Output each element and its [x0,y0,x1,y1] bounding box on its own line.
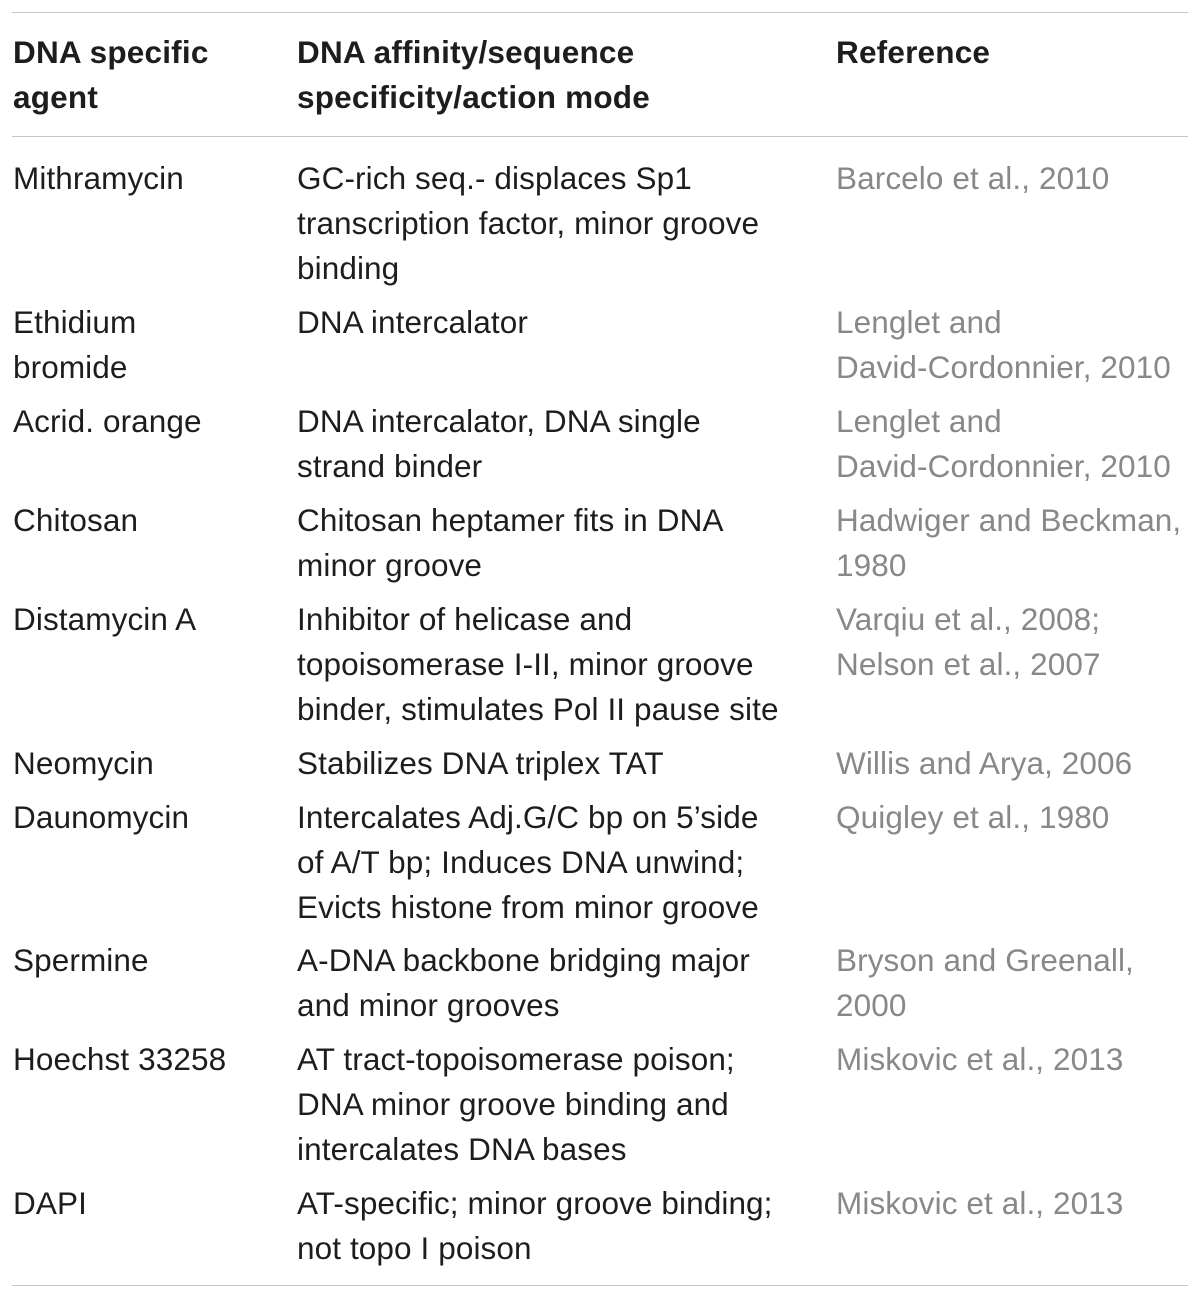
cell-line: Inhibitor of helicase and [297,601,633,637]
header-line: Reference [836,34,991,70]
header-mode [297,30,650,120]
cell-line: David-Cordonnier, 2010 [836,348,1171,385]
cell-agent [13,597,196,642]
cell-line: Quigley et al., 1980 [836,799,1110,835]
cell-line: DNA intercalator [297,304,528,340]
cell-line: Acrid. orange [13,403,202,439]
cell-line: binding [297,249,400,286]
cell-reference [836,938,1134,1028]
cell-agent [13,156,184,201]
cell-line: not topo I poison [297,1229,532,1266]
cell-line: transcription factor, minor groove [297,204,760,241]
cell-mode [297,498,724,588]
cell-line: David-Cordonnier, 2010 [836,447,1171,484]
cell-line: Hoechst 33258 [13,1041,227,1077]
cell-line: minor groove [297,546,483,583]
cell-line: A-DNA backbone bridging major [297,942,750,978]
header-agent [13,30,209,120]
cell-line: and minor grooves [297,986,560,1023]
cell-line: 1980 [836,546,907,583]
cell-line: Chitosan heptamer fits in DNA [297,502,724,538]
cell-mode [297,597,779,731]
table-bottom-rule [12,1285,1188,1286]
cell-reference [836,498,1181,588]
table-top-rule [12,12,1188,13]
cell-line: of A/T bp; Induces DNA unwind; [297,843,745,880]
cell-line: Bryson and Greenall, [836,942,1134,978]
cell-line: Ethidium [13,304,137,340]
cell-line: Spermine [13,942,149,978]
cell-line: Hadwiger and Beckman, [836,502,1182,538]
cell-reference [836,399,1171,489]
cell-line: Stabilizes DNA triplex TAT [297,745,664,781]
cell-mode [297,156,759,290]
cell-reference [836,156,1109,201]
cell-mode [297,1181,773,1271]
cell-line: topoisomerase I-II, minor groove [297,645,754,682]
cell-line: 2000 [836,986,907,1023]
cell-line: strand binder [297,447,483,484]
cell-agent [13,741,154,786]
cell-agent [13,1037,226,1082]
cell-agent [13,795,189,840]
cell-mode [297,741,664,786]
cell-line: Lenglet and [836,304,1002,340]
cell-mode [297,795,759,929]
cell-line: Varqiu et al., 2008; [836,601,1101,637]
cell-line: Barcelo et al., 2010 [836,160,1110,196]
cell-mode [297,938,750,1028]
cell-agent [13,1181,87,1226]
cell-line: DAPI [13,1185,87,1221]
cell-line: Miskovic et al., 2013 [836,1041,1124,1077]
cell-line: DNA minor groove binding and [297,1085,729,1122]
header-reference [836,30,990,75]
cell-mode [297,300,528,345]
cell-line: Mithramycin [13,160,184,196]
cell-agent [13,938,149,983]
cell-agent [13,300,136,390]
cell-agent [13,498,138,543]
cell-reference [836,795,1109,840]
cell-line: Lenglet and [836,403,1002,439]
header-line: specificity/action mode [297,78,650,115]
cell-line: Daunomycin [13,799,190,835]
cell-line: intercalates DNA bases [297,1130,627,1167]
cell-agent [13,399,202,444]
cell-line: GC-rich seq.- displaces Sp1 [297,160,692,196]
cell-line: Miskovic et al., 2013 [836,1185,1124,1221]
cell-mode [297,399,701,489]
cell-line: Distamycin A [13,601,197,637]
cell-line: Evicts histone from minor groove [297,888,759,925]
cell-reference [836,741,1132,786]
cell-reference [836,1037,1123,1082]
cell-line: AT tract-topoisomerase poison; [297,1041,735,1077]
cell-reference [836,300,1171,390]
header-line: DNA affinity/sequence [297,34,635,70]
cell-line: AT-specific; minor groove binding; [297,1185,773,1221]
cell-line: Nelson et al., 2007 [836,645,1101,682]
cell-line: binder, stimulates Pol II pause site [297,690,779,727]
cell-line: Intercalates Adj.G/C bp on 5’side [297,799,759,835]
header-line: agent [13,78,99,115]
cell-line: DNA intercalator, DNA single [297,403,701,439]
header-line: DNA specific [13,34,209,70]
cell-line: bromide [13,348,128,385]
cell-line: Neomycin [13,745,154,781]
cell-mode [297,1037,735,1171]
cell-line: Willis and Arya, 2006 [836,745,1133,781]
header-rule [12,136,1188,137]
cell-reference [836,1181,1123,1226]
cell-reference [836,597,1101,687]
cell-line: Chitosan [13,502,139,538]
